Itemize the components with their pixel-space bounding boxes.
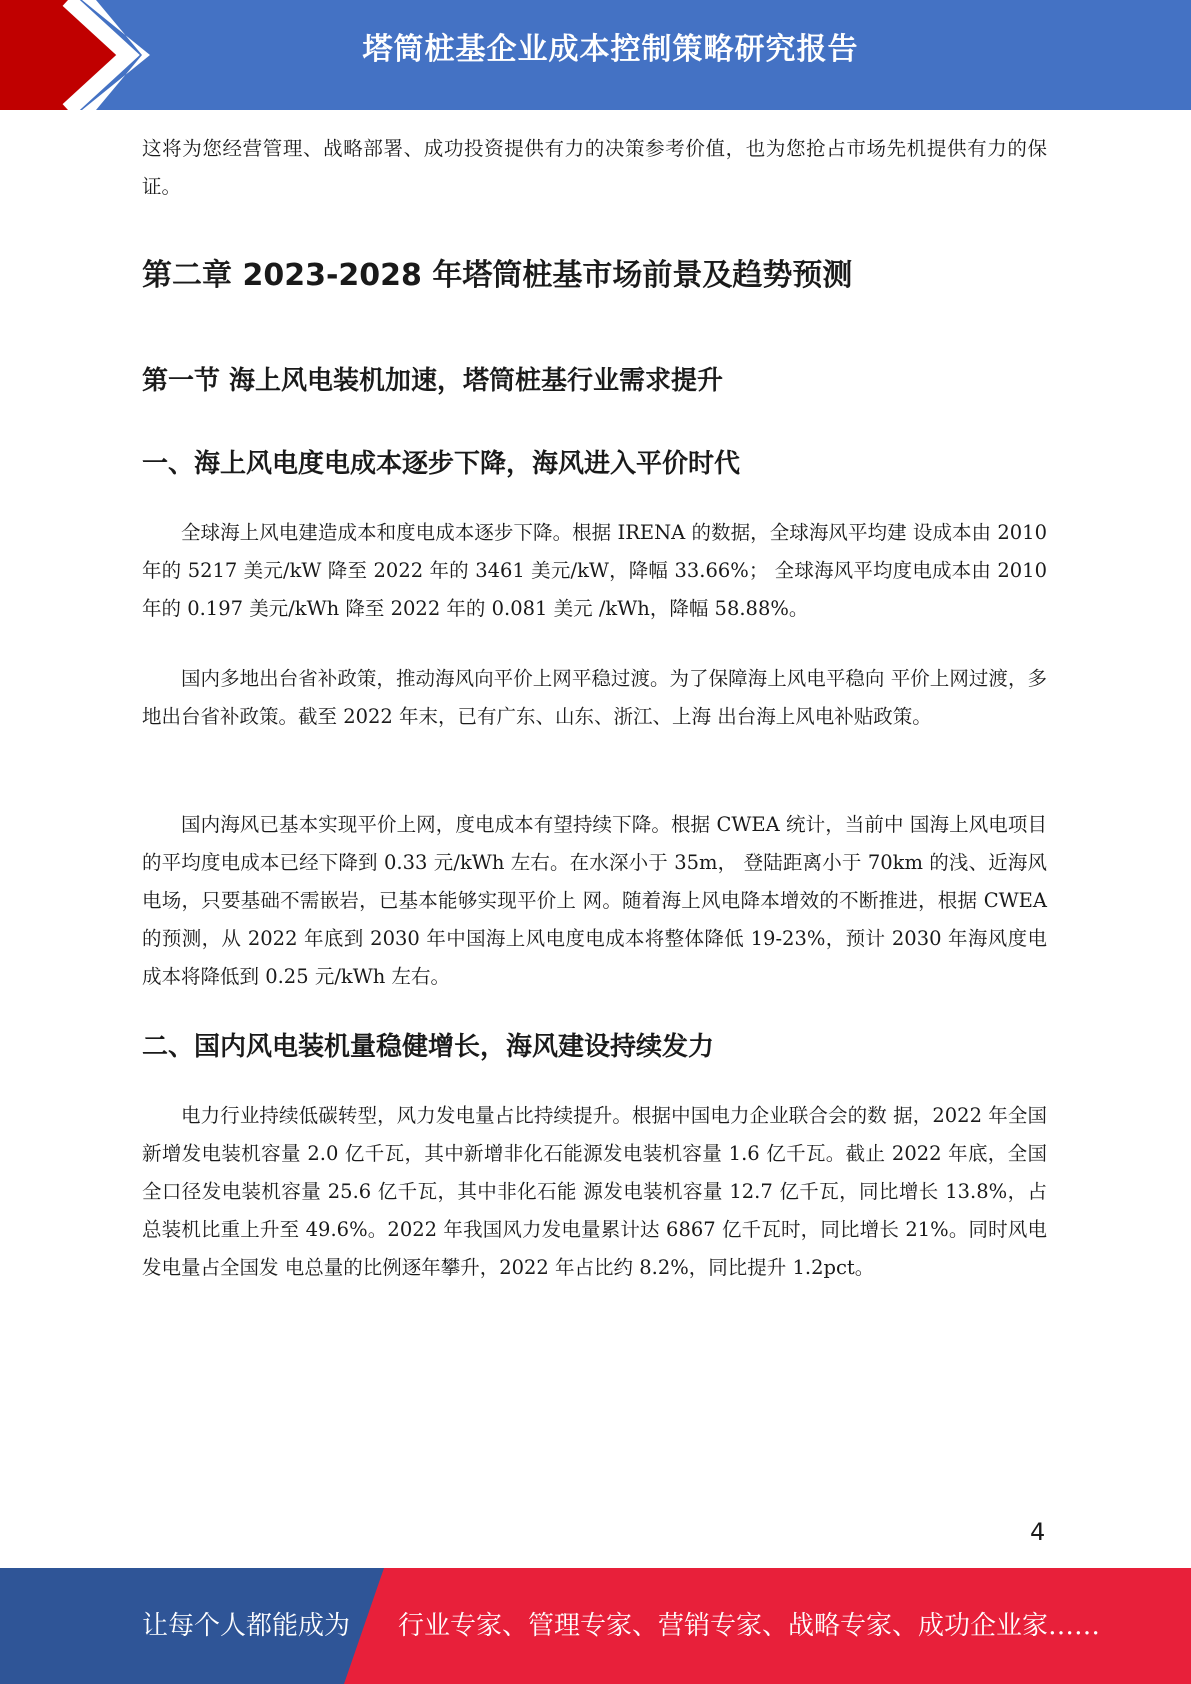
header-banner: [0, 0, 1191, 110]
subsection-2-paragraph-1-block: [142, 1097, 1047, 1287]
section-heading: 第一节 海上风电装机加速，塔筒桩基行业需求提升: [142, 366, 724, 396]
subsection-1-paragraph-1-block: [142, 514, 1047, 628]
page-number: 4: [1030, 1518, 1046, 1546]
intro-paragraph: 这将为您经营管理、战略部署、成功投资提供有力的决策参考价值，也为您抢占市场先机提供有力的保证。: [142, 137, 1047, 198]
paragraph-subsidy-policy: 国内多地出台省补政策，推动海风向平价上网平稳过渡。为了保障海上风电平稳向 平价上网过渡，多地出台省补政策。截至 2022 年末，已有广东、山东、浙江、上海 出台海上风电补贴政策。: [142, 667, 1047, 728]
paragraph-power-industry: 电力行业持续低碳转型，风力发电量占比持续提升。根据中国电力企业联合会的数 据，2022 年全国新增发电装机容量 2.0 亿千瓦，其中新增非化石能源发电装机容量 1.6 亿千瓦。截止 2022 年底，全国全口径发电装机容量 25.6 亿千瓦，其中非化石能 源发电装机容量 12.7 亿千瓦，同比增长 13.8%，占总装机比重上升至 49.6%。2022 年我国风力发电量累计达 6867 亿千瓦时，同比增长 21%。同时风电发电量占全国发 电总量的比例逐年攀升，2022 年占比约 8.2%，同比提升 1.2pct。: [142, 1104, 1047, 1279]
footer-slogan-right: 行业专家、管理专家、营销专家、战略专家、成功企业家……: [398, 1611, 1101, 1641]
footer-banner: [0, 1568, 1191, 1684]
subsection-1-paragraph-3-block: [142, 806, 1047, 996]
report-title: 塔筒桩基企业成本控制策略研究报告: [362, 32, 859, 67]
subsection-heading-2: 二、国内风电装机量稳健增长，海风建设持续发力: [142, 1032, 715, 1062]
intro-block: [142, 130, 1047, 206]
chapter-heading: 第二章 2023-2028 年塔筒桩基市场前景及趋势预测: [142, 258, 853, 293]
subsection-heading-1: 一、海上风电度电成本逐步下降，海风进入平价时代: [142, 449, 741, 479]
paragraph-irena-costs: 全球海上风电建造成本和度电成本逐步下降。根据 IRENA 的数据，全球海风平均建 设成本由 2010 年的 5217 美元/kW 降至 2022 年的 3461 美元/kW，降幅 33.66%； 全球海风平均度电成本由 2010 年的 0.197 美元/kWh 降至 2022 年的 0.081 美元 /kWh，降幅 58.88%。: [142, 521, 1047, 620]
subsection-1-paragraph-2-block: [142, 660, 1047, 736]
paragraph-cwea-forecast: 国内海风已基本实现平价上网，度电成本有望持续下降。根据 CWEA 统计，当前中 国海上风电项目的平均度电成本已经下降到 0.33 元/kWh 左右。在水深小于 35m， 登陆距离小于 70km 的浅、近海风电场，只要基础不需嵌岩，已基本能够实现平价上 网。随着海上风电降本增效的不断推进，根据 CWEA 的预测，从 2022 年底到 2030 年中国海上风电度电成本将整体降低 19-23%，预计 2030 年海风度电成本将降低到 0.25 元/kWh 左右。: [142, 813, 1047, 988]
footer-slogan-left: 让每个人都能成为: [142, 1611, 351, 1641]
